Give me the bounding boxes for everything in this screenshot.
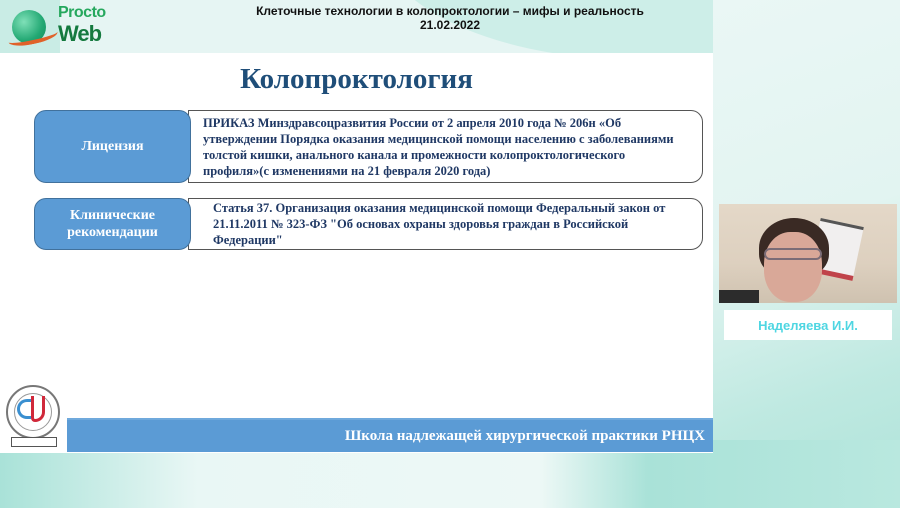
logo-text-line2: Web xyxy=(58,21,102,46)
school-emblem-logo xyxy=(3,383,65,451)
row-content-text: ПРИКАЗ Минздравсоцразвития России от 2 апреля 2010 года № 206н «Об утверждении Порядка оказания медицинской помощи населению с заболеваниями толстой кишки, анального канала и промежности колопроктологического профиля»(с изменениями на 21 февраля 2020 года) xyxy=(203,115,674,178)
speaker-video xyxy=(719,204,897,303)
event-title: Клеточные технологии в колопроктологии – мифы и реальность xyxy=(256,4,644,18)
speaker-name: Наделяева И.И. xyxy=(758,317,858,333)
row-content-text: Статья 37. Организация оказания медицинской помощи Федеральный закон от 21.11.2011 № 323-ФЗ "Об основах охраны здоровья граждан в Российской Федерации" xyxy=(213,201,666,247)
logo-text-line1: Procto xyxy=(58,4,106,21)
heartbeat-red-icon xyxy=(31,396,45,422)
row-content xyxy=(188,110,703,183)
slide-footer-bar xyxy=(67,418,713,452)
event-header xyxy=(240,4,660,32)
speaker-face xyxy=(764,232,822,302)
slide-title: Колопроктология xyxy=(240,63,473,95)
speaker-shoulder xyxy=(719,290,759,303)
slide-footer-text: Школа надлежащей хирургической практики РНЦХ xyxy=(344,427,705,444)
glasses-icon xyxy=(764,248,822,260)
presentation-slide xyxy=(0,53,713,453)
row-content xyxy=(188,198,703,250)
emblem-ribbon-icon xyxy=(11,437,57,447)
speaker-name-label xyxy=(724,310,892,340)
event-date: 21.02.2022 xyxy=(419,18,481,32)
row-label: Клинические рекомендации xyxy=(34,198,191,250)
proctoweb-logo xyxy=(6,4,106,48)
heartbeat-blue-icon xyxy=(17,399,31,419)
row-label: Лицензия xyxy=(34,110,191,183)
